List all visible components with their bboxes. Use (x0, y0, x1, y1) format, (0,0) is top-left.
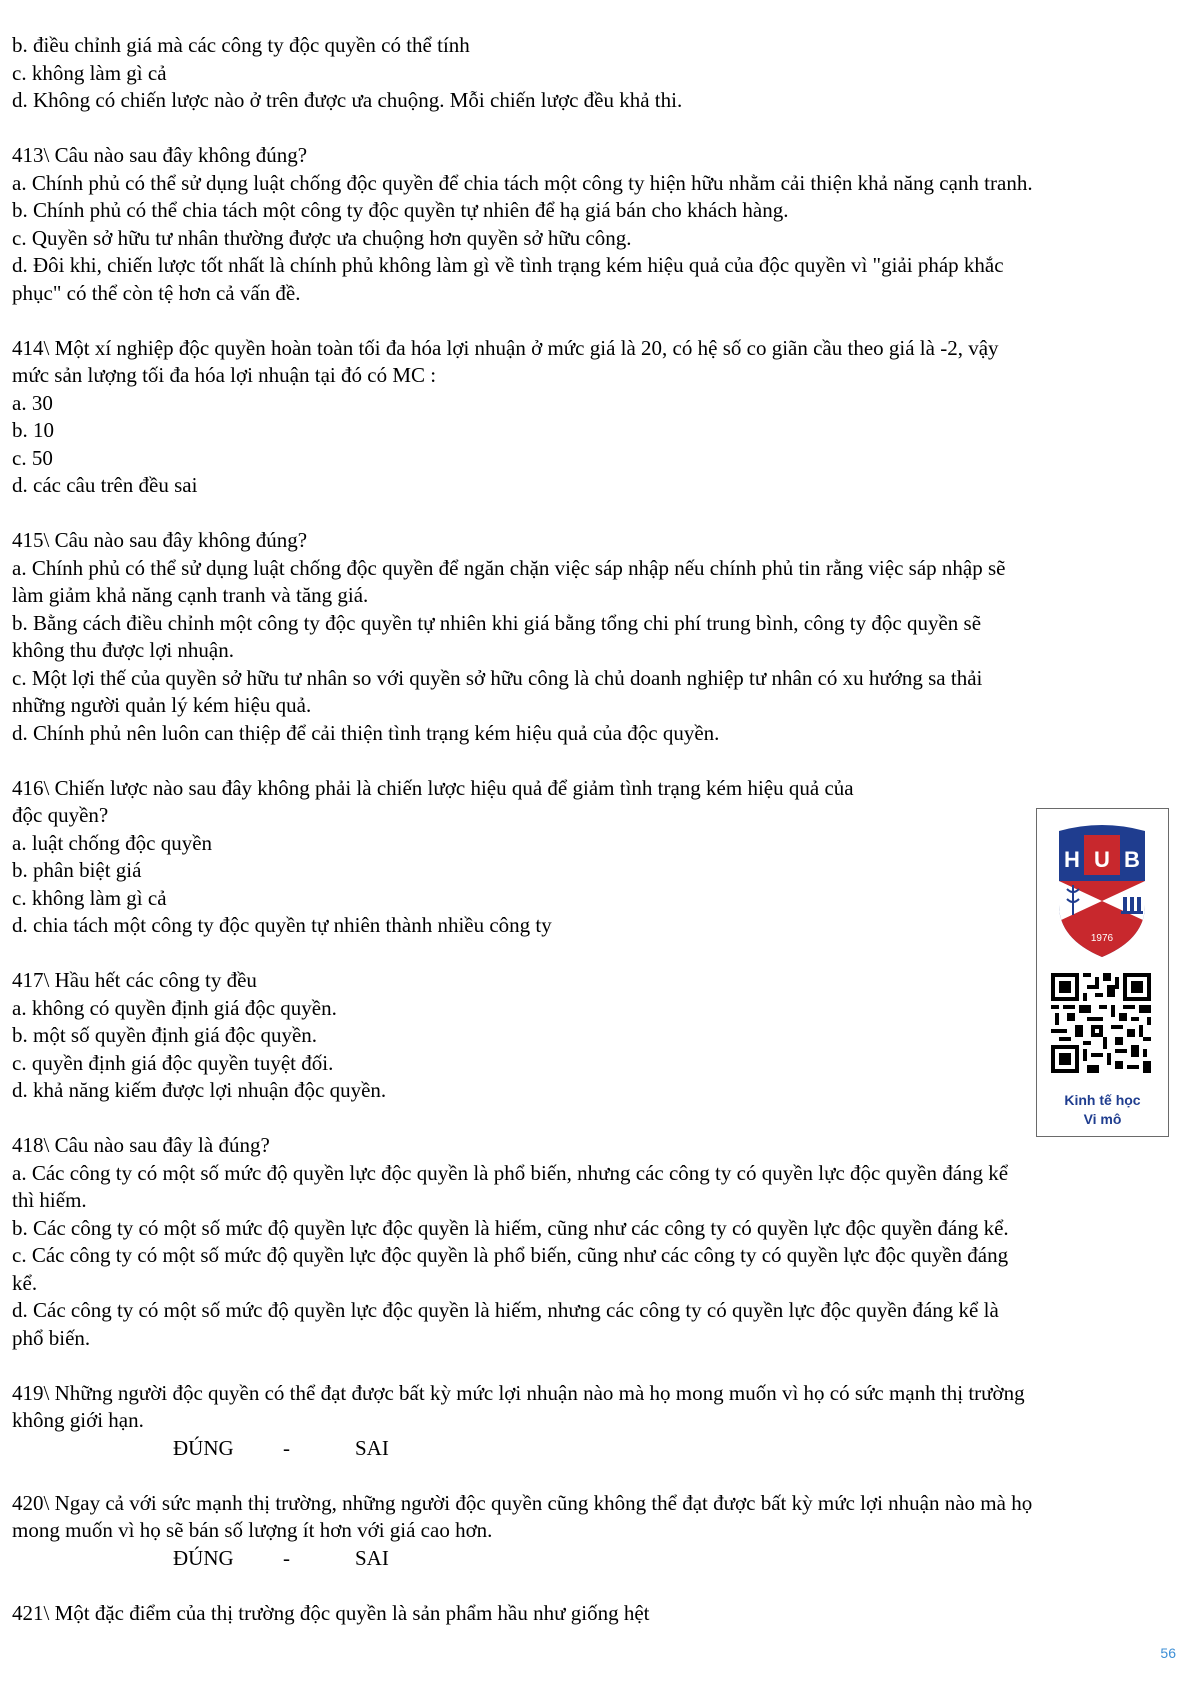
q414-stem-line1: 414\ Một xí nghiệp độc quyền hoàn toàn tối đa hóa lợi nhuận ở mức giá là 20, có hệ số co giãn cầu theo giá là -2, vậy (12, 335, 999, 360)
q413-option-d-line1: d. Đôi khi, chiến lược tốt nhất là chính phủ không làm gì về tình trạng kém hiệu quả của độc quyền vì "giải pháp khắc (12, 253, 1004, 277)
q420-true-false-row (12, 1545, 1182, 1573)
q419-true-label: ĐÚNG (173, 1435, 234, 1460)
q413-option-c: c. Quyền sở hữu tư nhân thường được ưa chuộng hơn quyền sở hữu công. (12, 225, 632, 250)
q420-stem-line1: 420\ Ngay cả với sức mạnh thị trường, những người độc quyền cũng không thể đạt được bất kỳ mức lợi nhuận nào mà họ (12, 1490, 1033, 1515)
q416-stem-line1: 416\ Chiến lược nào sau đây không phải là chiến lược hiệu quả để giảm tình trạng kém hiệu quả của (12, 775, 854, 800)
q412-option-c: c. không làm gì cả (12, 60, 167, 85)
q416-option-c: c. không làm gì cả (12, 885, 167, 910)
q418-option-d-line2: phổ biến. (12, 1325, 91, 1350)
q419-dash: - (283, 1435, 290, 1460)
q414-option-d: d. các câu trên đều sai (12, 473, 198, 497)
q420-dash: - (283, 1545, 290, 1570)
document-page (12, 32, 1182, 1627)
building-icon (1121, 897, 1143, 914)
q415-option-d: d. Chính phủ nên luôn can thiệp để cải thiện tình trạng kém hiệu quả của độc quyền. (12, 720, 720, 745)
logo-caption (1037, 1091, 1168, 1129)
q418-option-a-line1: a. Các công ty có một số mức độ quyền lực độc quyền là phổ biến, nhưng các công ty có quyền lực độc quyền đáng kể (12, 1160, 1009, 1185)
q418-option-b: b. Các công ty có một số mức độ quyền lực độc quyền là hiếm, cũng như các công ty có quyền lực độc quyền đáng kể. (12, 1215, 1009, 1240)
q415-option-b-line2: không thu được lợi nhuận. (12, 638, 234, 662)
q412-option-d: d. Không có chiến lược nào ở trên được ưa chuộng. Mỗi chiến lược đều khả thi. (12, 88, 683, 112)
q416-stem-line2: độc quyền? (12, 803, 109, 827)
q417-option-b: b. một số quyền định giá độc quyền. (12, 1023, 318, 1047)
q420-true-label: ĐÚNG (173, 1545, 234, 1570)
q417-stem: 417\ Hầu hết các công ty đều (12, 968, 257, 992)
logo-letter-b: B (1124, 847, 1140, 872)
hub-logo-panel (1036, 808, 1169, 1137)
q415-option-a-line1: a. Chính phủ có thể sử dụng luật chống độc quyền để ngăn chặn việc sáp nhập nếu chính phủ tin rằng việc sáp nhập sẽ (12, 555, 1006, 580)
q415-option-c-line1: c. Một lợi thế của quyền sở hữu tư nhân so với quyền sở hữu công là chủ doanh nghiệp tư nhân có xu hướng sa thải (12, 665, 983, 690)
q416-option-d: d. chia tách một công ty độc quyền tự nhiên thành nhiều công ty (12, 913, 552, 937)
q417-option-a: a. không có quyền định giá độc quyền. (12, 995, 337, 1020)
hub-shield-logo (1037, 817, 1168, 967)
page-number: 56 (1160, 1645, 1176, 1661)
q415-option-a-line2: làm giảm khả năng cạnh tranh và tăng giá. (12, 583, 369, 607)
q420-false-label: SAI (355, 1545, 389, 1570)
q419-stem-line1: 419\ Những người độc quyền có thể đạt được bất kỳ mức lợi nhuận nào mà họ mong muốn vì họ có sức mạnh thị trường (12, 1380, 1025, 1405)
q418-option-a-line2: thì hiếm. (12, 1188, 87, 1212)
q414-option-a: a. 30 (12, 390, 53, 415)
logo-caption-line1: Kinh tế học (1064, 1092, 1141, 1108)
q412-option-b: b. điều chỉnh giá mà các công ty độc quyền có thể tính (12, 33, 470, 57)
q416-option-a: a. luật chống độc quyền (12, 830, 213, 855)
logo-letter-h: H (1064, 847, 1080, 872)
q415-option-c-line2: những người quản lý kém hiệu quả. (12, 693, 312, 717)
logo-caption-line2: Vi mô (1083, 1111, 1122, 1127)
q414-stem-line2: mức sản lượng tối đa hóa lợi nhuận tại đó có MC : (12, 363, 437, 387)
q417-option-c: c. quyền định giá độc quyền tuyệt đối. (12, 1050, 334, 1075)
q420-stem-line2: mong muốn vì họ sẽ bán số lượng ít hơn với giá cao hơn. (12, 1518, 493, 1542)
q421-stem: 421\ Một đặc điểm của thị trường độc quyền là sản phẩm hầu như giống hệt (12, 1600, 650, 1625)
q419-stem-line2: không giới hạn. (12, 1408, 144, 1432)
q415-option-b-line1: b. Bằng cách điều chỉnh một công ty độc quyền tự nhiên khi giá bằng tổng chi phí trung bình, công ty độc quyền sẽ (12, 610, 982, 635)
qr-code-icon (1051, 973, 1151, 1073)
q418-stem: 418\ Câu nào sau đây là đúng? (12, 1133, 270, 1157)
q419-false-label: SAI (355, 1435, 389, 1460)
q417-option-d: d. khả năng kiếm được lợi nhuận độc quyền. (12, 1078, 387, 1102)
q413-stem: 413\ Câu nào sau đây không đúng? (12, 143, 308, 167)
q413-option-b: b. Chính phủ có thể chia tách một công ty độc quyền tự nhiên để hạ giá bán cho khách hàng. (12, 198, 789, 222)
q415-stem: 415\ Câu nào sau đây không đúng? (12, 528, 308, 552)
q418-option-d-line1: d. Các công ty có một số mức độ quyền lực độc quyền là hiếm, nhưng các công ty có quyền lực độc quyền đáng kể là (12, 1298, 999, 1322)
q414-option-c: c. 50 (12, 445, 53, 470)
q418-option-c-line1: c. Các công ty có một số mức độ quyền lực độc quyền là phổ biến, cũng như các công ty có quyền lực độc quyền đáng (12, 1243, 1009, 1267)
q413-option-d-line2: phục" có thể còn tệ hơn cả vấn đề. (12, 280, 301, 305)
q418-option-c-line2: kể. (12, 1270, 38, 1295)
logo-letter-u: U (1094, 847, 1110, 872)
q416-option-b: b. phân biệt giá (12, 858, 142, 882)
logo-year: 1976 (1090, 933, 1114, 944)
q419-true-false-row (12, 1435, 1182, 1463)
q413-option-a: a. Chính phủ có thể sử dụng luật chống độc quyền để chia tách một công ty hiện hữu nhằm cải thiện khả năng cạnh tranh. (12, 170, 1033, 195)
q414-option-b: b. 10 (12, 418, 54, 442)
